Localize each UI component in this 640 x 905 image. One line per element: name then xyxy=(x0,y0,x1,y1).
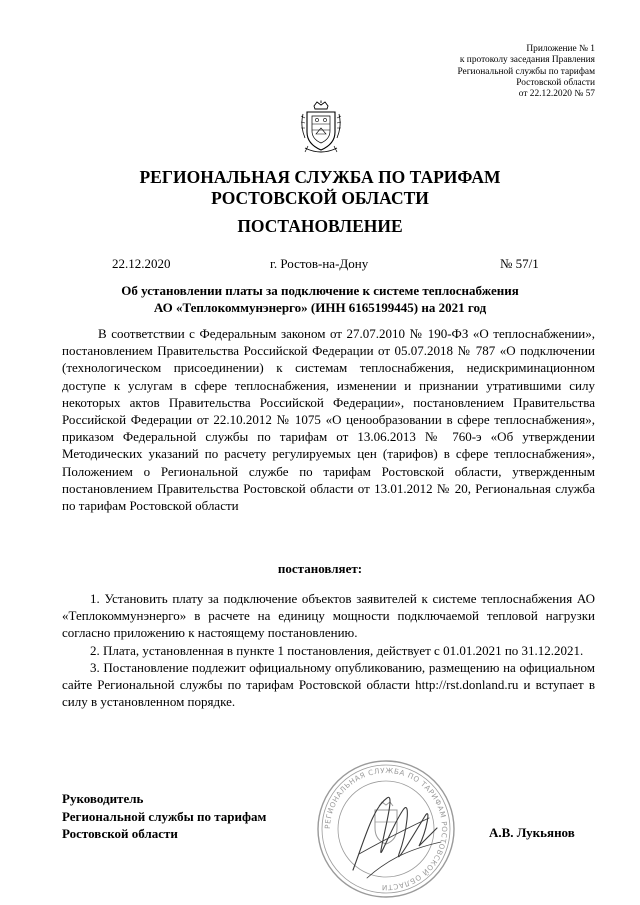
document-place: г. Ростов-на-Дону xyxy=(270,256,369,271)
document-subject xyxy=(40,282,600,316)
resolution-item-1: 1. Установить плату за подключение объектов заявителей к системе теплоснабжения АО «Теплокоммунэнерго» в расчете на единицу мощности подключаемой тепловой нагрузки согласно приложению к настоящему постановлению. xyxy=(62,591,595,641)
preamble-paragraph: В соответствии с Федеральным законом от 27.07.2010 № 190-ФЗ «О теплоснабжении», постановлением Правительства Российской Федерации от 05.07.2018 № 787 «О подключении (технологическом присоединении) к системам теплоснабжения, недискриминационном доступе к услугам в сфере теплоснабжения, изменении и признании утратившими силу некоторых актов Правительства Российской Федерации», постановлением Правительства Российской Федерации от 22.10.2012 № 1075 «О ценообразовании в сфере теплоснабжения», приказом Федеральной службы по тарифам от 13.06.2013 № 760-э «Об утверждении Методических указаний по расчету регулируемых цен (тарифов) в сфере теплоснабжения», Положением о Региональной службе по тарифам Ростовской области, утвержденным постановлением Правительства Ростовской области от 13.01.2012 № 20, Региональная служба по тарифам Ростовской области xyxy=(62,326,595,514)
signatory-line-3: Ростовской области xyxy=(62,826,178,841)
agency-line-1: РЕГИОНАЛЬНАЯ СЛУЖБА ПО ТАРИФАМ xyxy=(139,167,501,187)
subject-line-2: АО «Теплокоммунэнерго» (ИНН 6165199445) на 2021 год xyxy=(153,300,487,315)
signatory-name: А.В. Лукьянов xyxy=(489,825,575,840)
resolves-heading: постановляет: xyxy=(277,561,363,576)
agency-line-2: РОСТОВСКОЙ ОБЛАСТИ xyxy=(211,188,429,208)
coat-of-arms-icon xyxy=(299,100,343,156)
annex-line-5: от 22.12.2020 № 57 xyxy=(518,89,595,100)
annex-line-3: Региональной службы по тарифам xyxy=(457,66,595,77)
resolution-items xyxy=(62,590,595,710)
annex-line-1: Приложение № 1 xyxy=(526,44,595,54)
document-date: 22.12.2020 xyxy=(112,256,171,271)
signatory-line-2: Региональной службы по тарифам xyxy=(62,808,267,824)
resolution-item-2: 2. Плата, установленная в пункте 1 постановления, действует с 01.01.2021 по 31.12.2021. xyxy=(90,642,584,658)
signatory-line-1: Руководитель xyxy=(62,791,144,806)
agency-name xyxy=(0,167,640,209)
document-number: № 57/1 xyxy=(500,256,539,271)
annex-line-2: к протоколу заседания Правления xyxy=(459,55,595,66)
stamp-text: РЕГИОНАЛЬНАЯ СЛУЖБА ПО ТАРИФАМ РОСТОВСКОЙ ОБЛАСТИ xyxy=(322,765,450,893)
annex-reference xyxy=(395,44,595,100)
svg-text:РЕГИОНАЛЬНАЯ СЛУЖБА ПО ТАРИФАМ xyxy=(323,766,449,892)
official-stamp-icon xyxy=(315,758,457,900)
resolution-item-3: 3. Постановление подлежит официальному опубликованию, размещению на официальном сайте Региональной службы по тарифам Ростовской области http://rst.donland.ru и вступает в силу в установленном порядке. xyxy=(62,659,595,710)
signatory-title xyxy=(62,790,266,843)
document-type: ПОСТАНОВЛЕНИЕ xyxy=(237,216,403,236)
subject-line-1: Об установлении платы за подключение к системе теплоснабжения xyxy=(121,283,519,298)
annex-line-4: Ростовской области xyxy=(516,77,595,88)
